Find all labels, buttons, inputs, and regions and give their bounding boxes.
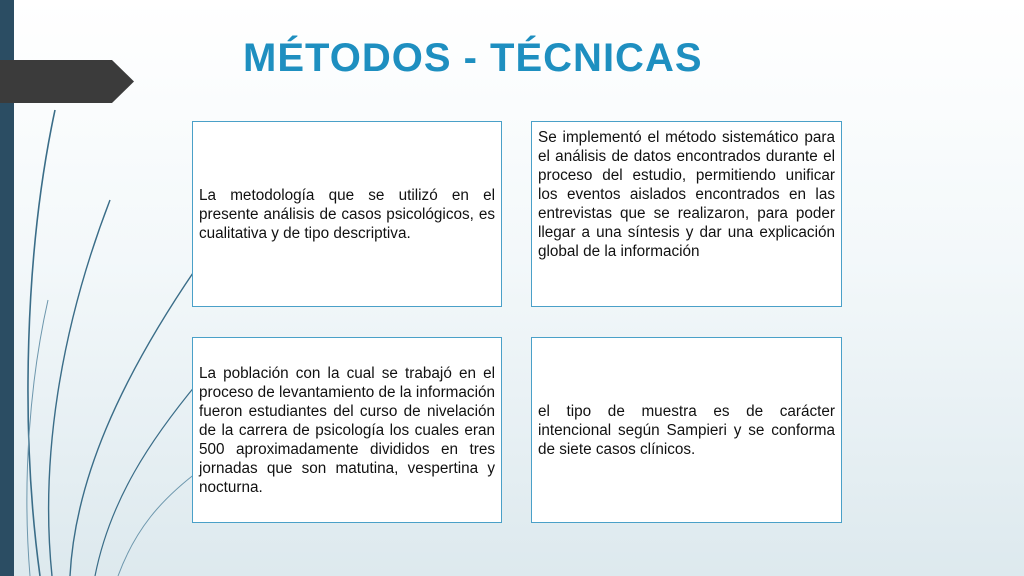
card-text: el tipo de muestra es de carácter intencional según Sampieri y se conforma de siete casos clínicos. xyxy=(538,402,835,458)
card-text: La metodología que se utilizó en el presente análisis de casos psicológicos, es cualitativa y de tipo descriptiva. xyxy=(199,186,495,242)
card-metodo-sistematico xyxy=(531,121,842,307)
arrow-tab-shape xyxy=(0,60,134,103)
card-poblacion xyxy=(192,337,502,523)
card-text: La población con la cual se trabajó en el proceso de levantamiento de la información fueron estudiantes del curso de nivelación de la carrera de psicología los cuales eran 500 aproximadamente divididos en tres jornadas que son matutina, vespertina y nocturna. xyxy=(199,364,495,496)
slide-title: MÉTODOS - TÉCNICAS xyxy=(243,36,703,80)
card-tipo-muestra xyxy=(531,337,842,523)
card-metodologia xyxy=(192,121,502,307)
card-text: Se implementó el método sistemático para el análisis de datos encontrados durante el proceso del estudio, permitiendo unificar los eventos aislados encontrados en las entrevistas que se realizaron, para poder llegar a una síntesis y dar una explicación global de la información xyxy=(538,129,835,260)
